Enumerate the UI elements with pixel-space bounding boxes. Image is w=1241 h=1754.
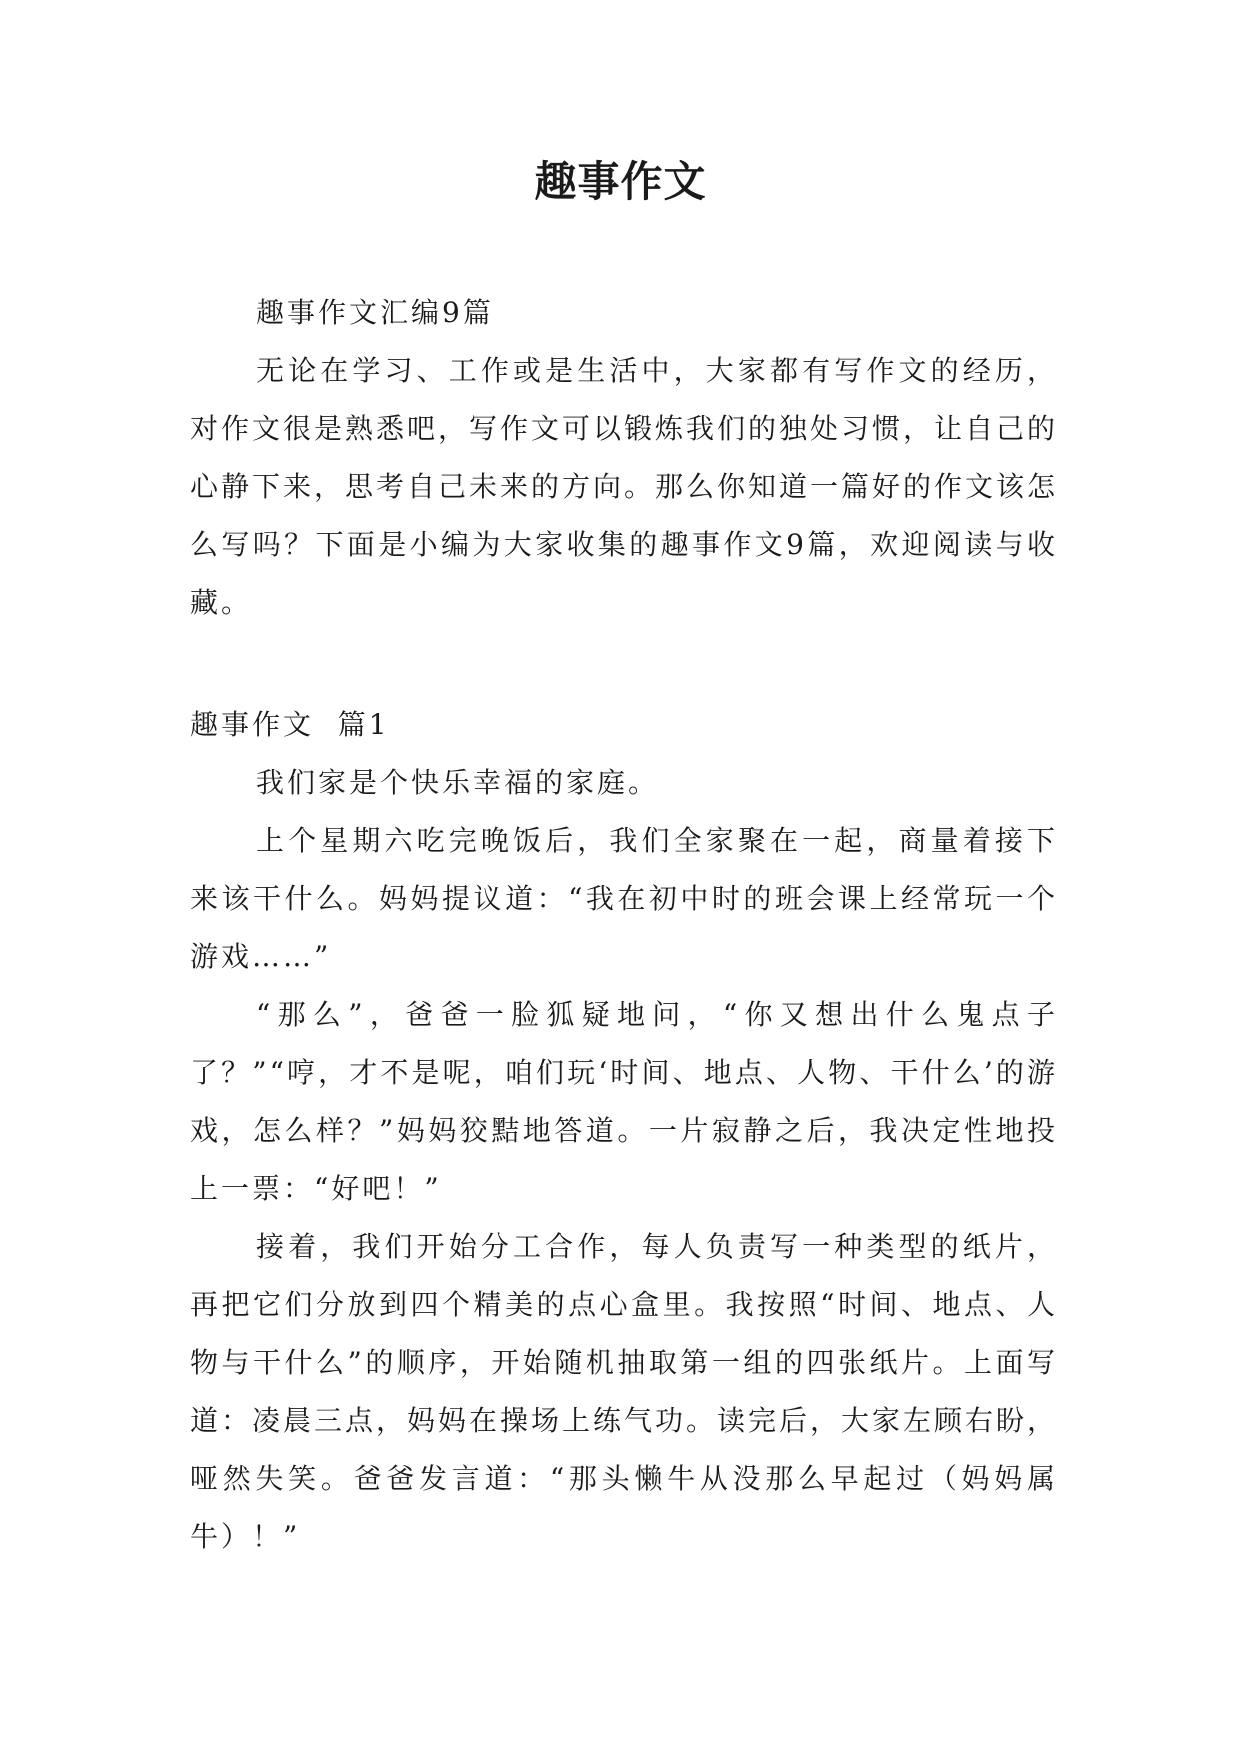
document-title: 趣事作文 <box>534 157 707 206</box>
section-1 <box>190 696 1058 1566</box>
section-paragraph: 接着，我们开始分工合作，每人负责写一种类型的纸片，再把它们分放到四个精美的点心盒里。我按照“时间、地点、人物与干什么”的顺序，开始随机抽取第一组的四张纸片。上面写道：凌晨三点，妈妈在操场上练气功。读完后，大家左顾右盼，哑然失笑。爸爸发言道：“那头懒牛从没那么早起过（妈妈属牛）！” <box>190 1230 1059 1553</box>
intro-paragraph: 无论在学习、工作或是生活中，大家都有写作文的经历，对作文很是熟悉吧，写作文可以锻炼我们的独处习惯，让自己的心静下来，思考自己未来的方向。那么你知道一篇好的作文该怎么写吗？下面是小编为大家收集的趣事作文9篇，欢迎阅读与收藏。 <box>190 354 1059 619</box>
section-paragraph: “那么”，爸爸一脸狐疑地问，“你又想出什么鬼点子了？”“哼，才不是呢，咱们玩‘时间、地点、人物、干什么’的游戏，怎么样？”妈妈狡黠地答道。一片寂静之后，我决定性地投上一票：“好吧！” <box>190 998 1058 1205</box>
section-paragraph: 上个星期六吃完晚饭后，我们全家聚在一起，商量着接下来该干什么。妈妈提议道：“我在初中时的班会课上经常玩一个游戏……” <box>190 824 1058 973</box>
section-heading: 趣事作文 篇1 <box>190 708 390 741</box>
intro-subtitle: 趣事作文汇编9篇 <box>256 296 494 329</box>
section-paragraph: 我们家是个快乐幸福的家庭。 <box>256 766 660 799</box>
intro-block <box>190 284 1058 632</box>
